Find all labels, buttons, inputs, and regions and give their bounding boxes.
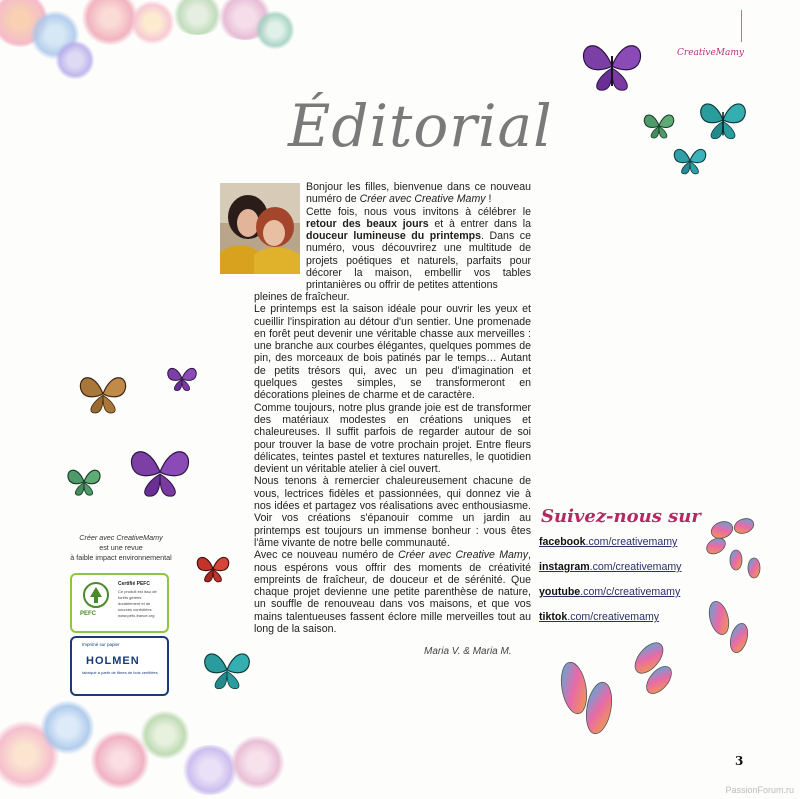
paragraph-2: Le printemps est la saison idéale pour ouvrir les yeux et cueillir l'inspiration au détour d'un sentier. Une promenade en forêt peut devenir une véritable chasse aux merveilles : une branche aux courbes élégantes, quelques pommes de pin, des morceaux de bois patinés par le temps… Autant de petits trésors qui, avec un peu d'imagination et quelques gestes simples, se transformeront en décorations pleines de charme et de caractère. xyxy=(254,303,531,402)
magazine-name: Créer avec Creative Mamy xyxy=(359,193,486,206)
p5-text-2: , nous espérons vous offrir des moments de créativité empreints de fraîcheur, de douceur et de sérénité. Que chaque projet devienne une petite parenthèse de nature, un souffle de renouveau dans vos maisons, et que vos mains talentueuses fassent éclore mille merveilles tout au long de la saison. xyxy=(254,549,531,636)
butterfly-teal-icon xyxy=(698,96,748,142)
watermark: PassionForum.ru xyxy=(725,785,794,795)
butterfly-purple-small-icon xyxy=(166,362,198,394)
holmen-bottom-text: fabriqué à partir de fibres de bois certifiées xyxy=(82,670,158,675)
pefc-title: Certifié PEFC xyxy=(118,581,150,587)
butterfly-red-icon xyxy=(194,552,232,584)
paragraph-1: pleines de fraîcheur. xyxy=(254,291,350,303)
intro-text-4: . Dans ce numéro, vous découvrirez une multitude de projets poétiques et naturels, parfaits pour décorer la maison, embellir vos tables printanières ou offrir de petites attentions xyxy=(306,230,531,292)
holmen-badge xyxy=(70,636,169,696)
brand-logo: CreativeMamy xyxy=(677,48,744,58)
follow-title: Suivez-nous sur xyxy=(541,506,701,527)
eco-statement xyxy=(62,533,180,563)
tiktok-link[interactable]: tiktok.com/creativemamy xyxy=(539,611,660,623)
pefc-description: Ce produit est issu de forêts gérées durablement et de sources contrôlées www.pefc-france.org xyxy=(118,589,157,618)
flowers-top-left xyxy=(0,0,300,90)
instagram-link[interactable]: instagram.com/creativemamy xyxy=(539,561,682,573)
eco-line-2: est une revue xyxy=(99,543,143,552)
eco-line-3: à faible impact environnemental xyxy=(70,553,172,562)
brand-divider xyxy=(741,10,742,42)
page-number: 3 xyxy=(735,754,744,768)
intro-text-3: et à entrer dans la xyxy=(428,217,531,230)
butterfly-green-small-icon xyxy=(642,110,676,140)
facebook-link[interactable]: facebook.com/creativemamy xyxy=(539,536,678,548)
butterfly-purple-medium-icon xyxy=(128,442,192,500)
signature: Maria V. & Maria M. xyxy=(424,646,512,657)
pefc-label: PEFC xyxy=(80,611,97,617)
holmen-top-text: Imprimé sur papier xyxy=(82,642,120,647)
highlight-beaux-jours: retour des beaux jours xyxy=(306,217,429,230)
paragraph-5 xyxy=(254,549,531,635)
intro-text-1: Bonjour les filles, bienvenue dans ce nouveau numéro de xyxy=(306,181,531,206)
eco-line-1: Créer avec CreativeMamy xyxy=(79,533,163,542)
butterfly-green-icon xyxy=(66,464,102,498)
intro-text-2: ! Cette fois, nous vous invitons à célébrer le xyxy=(306,193,531,218)
pefc-badge xyxy=(70,573,169,633)
butterfly-brown-icon xyxy=(74,370,132,416)
flowers-bottom-left xyxy=(0,690,300,799)
footprints-icon xyxy=(554,508,774,748)
p5-text-1: Avec ce nouveau numéro de xyxy=(254,549,399,562)
page-title: Éditorial xyxy=(288,92,553,160)
editorial-intro xyxy=(306,181,531,292)
paragraph-3: Comme toujours, notre plus grande joie est de transformer des matériaux modestes en créations uniques et chaleureuses. Il suffit parfois de regarder autour de soi pour trouver la base de votre prochain projet. Entre fleurs délicates, teintes pastel et textures naturelles, le quotidien devient un véritable atelier à ciel ouvert. xyxy=(254,401,531,476)
p5-magazine-name: Créer avec Creative Mamy xyxy=(398,549,529,562)
youtube-link[interactable]: youtube.com/c/creativemamy xyxy=(539,586,681,598)
butterfly-teal-small-icon xyxy=(672,144,708,176)
highlight-printemps: douceur lumineuse du printemps xyxy=(306,230,482,243)
butterfly-purple-large-icon xyxy=(580,36,644,94)
paragraph-4: Nous tenons à remercier chaleureusement chacune de vous, lectrices fidèles et passionnées, qui donnez vie à nos idées et partagez vos réalisations avec enthousiasme. Voir vos créations s'épanouir comme un jardin au printemps est toujours un immense bonheur : vous êtes l'âme vivante de notre belle communauté. xyxy=(254,475,531,549)
portrait-photo xyxy=(220,183,300,274)
pefc-tree-icon xyxy=(80,581,112,611)
editorial-body xyxy=(254,291,531,635)
butterfly-teal-bottom-icon xyxy=(202,646,252,692)
holmen-logo: HOLMEN xyxy=(86,655,140,667)
